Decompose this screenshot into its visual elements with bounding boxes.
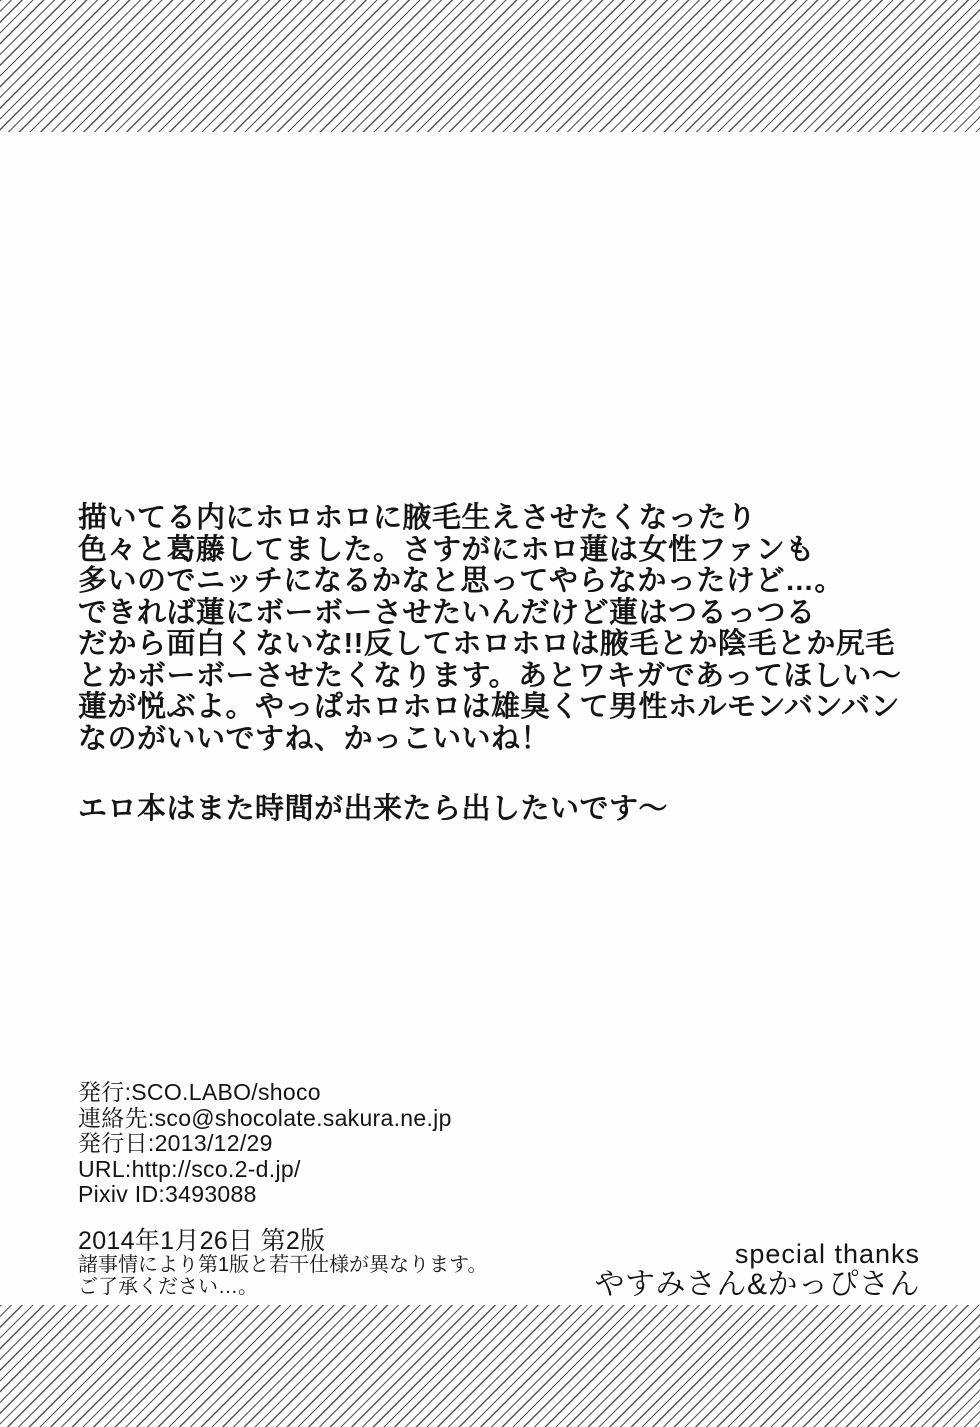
colophon-date-line: 発行日:2013/12/29 xyxy=(78,1130,273,1156)
top-stripe-band xyxy=(0,0,980,132)
special-thanks-names: やすみさん&かっぴさん xyxy=(594,1268,920,1301)
edition-date-title: 2014年1月26日 第2版 xyxy=(78,1227,326,1255)
afterword-line: 色々と葛藤してました。さすがにホロ蓮は女性ファンも xyxy=(78,533,815,566)
afterword-line: だから面白くないな!!反してホロホロは腋毛とか陰毛とか尻毛 xyxy=(78,628,895,660)
colophon-pixiv-line: Pixiv ID:3493088 xyxy=(78,1181,257,1207)
edition-note-line: ご了承ください…。 xyxy=(78,1275,258,1298)
special-thanks-block xyxy=(594,1240,920,1301)
colophon-contact-line: 連絡先:sco@shocolate.sakura.ne.jp xyxy=(78,1104,452,1131)
afterword-line: なのがいいですね、かっこいいね！ xyxy=(78,722,551,755)
colophon-url-line: URL:http://sco.2-d.jp/ xyxy=(78,1155,301,1182)
afterword-paragraph xyxy=(78,503,901,755)
edition-note-line: 諸事情により第1版と若干仕様が異なります。 xyxy=(78,1254,488,1276)
bottom-stripe-band xyxy=(0,1305,980,1427)
afterword-line: 蓮が悦ぶよ。やっぱホロホロは雄臭くて男性ホルモンバンバン xyxy=(78,691,900,723)
colophon-publisher-line: 発行:SCO.LABO/shoco xyxy=(78,1079,321,1105)
afterword-line: 多いのでニッチになるかなと思ってやらなかったけど…。 xyxy=(78,565,844,597)
afterword-extra-line: エロ本はまた時間が出来たら出したいです～ xyxy=(78,793,669,825)
afterword-line: 描いてる内にホロホロに腋毛生えさせたくなったり xyxy=(78,502,757,534)
edition-note-block xyxy=(78,1228,488,1298)
special-thanks-label: special thanks xyxy=(734,1239,920,1269)
afterword-line: とかボーボーさせたくなります。あとワキガであってほしい～ xyxy=(78,659,902,692)
afterword-line: できれば蓮にボーボーさせたいんだけど蓮はつるっつる xyxy=(78,596,816,629)
colophon-block xyxy=(78,1080,452,1208)
